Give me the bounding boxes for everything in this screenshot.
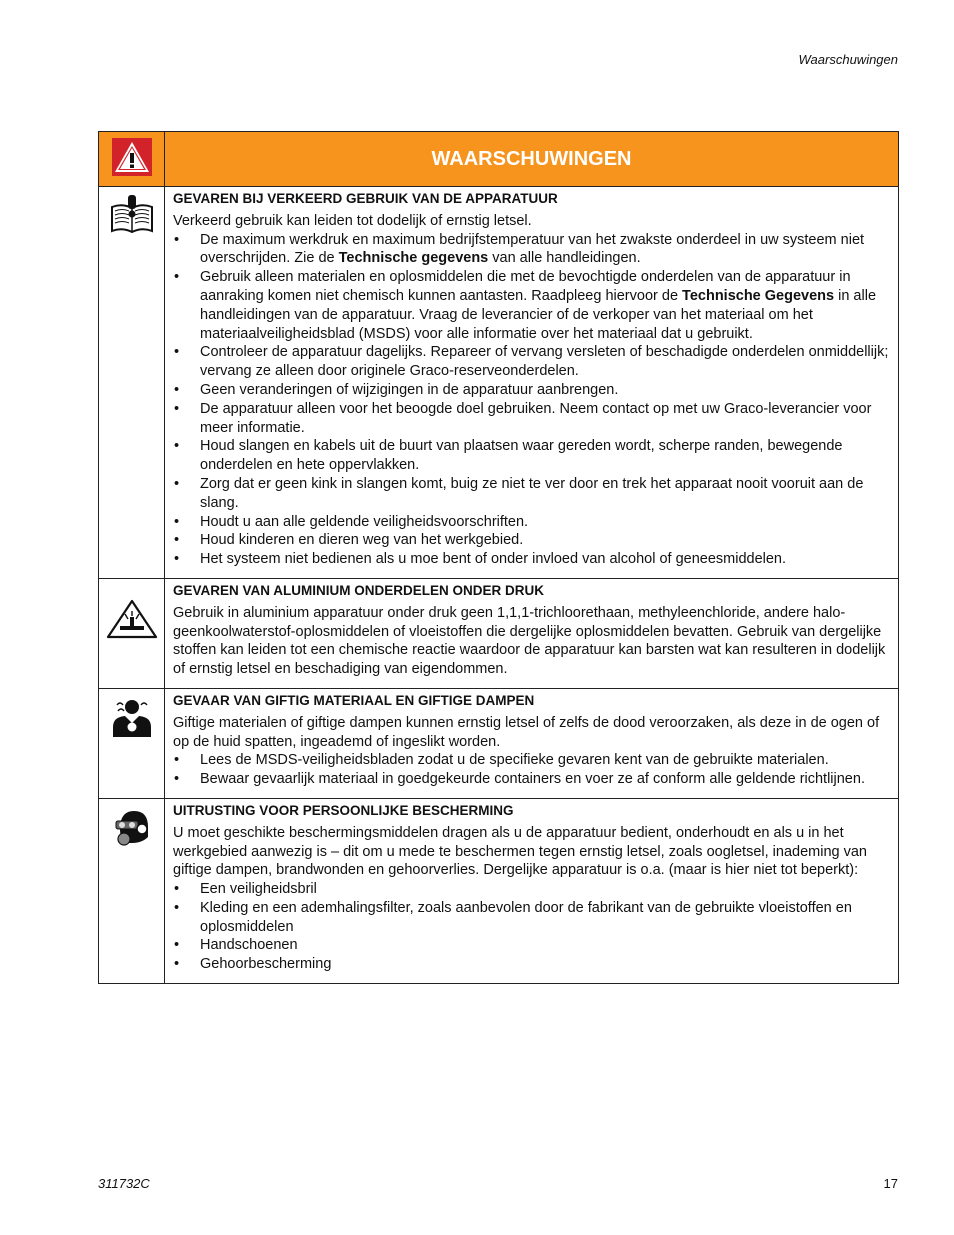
warnings-title: WAARSCHUWINGEN [165,132,899,187]
list-item: • Lees de MSDS-veiligheidsbladen zodat u de specifieke gevaren kent van de gebruikte materialen. [173,751,892,770]
warnings-table [98,131,899,984]
section-title: UITRUSTING VOOR PERSOONLIJKE BESCHERMING [173,802,514,818]
page-number: 17 [883,1176,898,1191]
manual-read-icon [110,195,154,235]
section-toxic-materials [99,688,899,798]
list-item: • Geen veranderingen of wijzigingen in de apparatuur aanbrengen. [173,381,892,400]
section-content [165,688,899,798]
list-item: • Bewaar gevaarlijk materiaal in goedgekeurde containers en voer ze af conform alle geldende richtlijnen. [173,770,892,789]
list-item: • Zorg dat er geen kink in slangen komt, buig ze niet te ver door en trek het apparaat nooit vooruit aan de slang. [173,475,892,513]
list-item: • Een veiligheidsbril [173,880,892,899]
chemical-reaction-warning-icon [106,599,158,639]
list-item: • Gehoorbescherming [173,955,892,974]
running-header: Waarschuwingen [798,52,898,67]
bullet-text: Gebruik alleen materialen en oplosmiddelen die met de bevochtigde onderdelen van de apparatuur in aanraking komen niet chemisch kunnen aantasten. Raadpleeg hiervoor de [200,269,851,304]
bullet-list [173,231,892,569]
list-item: • Houd slangen en kabels uit de buurt van plaatsen waar gereden wordt, scherpe randen, bewegende onderdelen en hete oppervlakken. [173,437,892,475]
section-intro: Giftige materialen of giftige dampen kunnen ernstig letsel of zelfs de dood veroorzaken, als deze in de ogen of op de huid spatten, ingeademd of ingeslikt worden. [173,714,880,750]
section-content [165,578,899,688]
bold-reference: Technische Gegevens [682,287,835,304]
header-icon-cell [99,132,165,187]
section-icon-cell [99,798,165,983]
section-icon-cell [99,578,165,688]
protective-equipment-icon [112,807,152,847]
toxic-fumes-icon [111,697,153,737]
section-title: GEVAREN VAN ALUMINIUM ONDERDELEN ONDER DRUK [173,582,545,598]
bullet-text: De maximum werkdruk en maximum bedrijfstemperatuur van het zwakste onderdeel in uw systeem niet overschrijden. Zie de [200,231,865,267]
list-item: • Houdt u aan alle geldende veiligheidsvoorschriften. [173,513,892,532]
list-item: • De apparatuur alleen voor het beoogde doel gebruiken. Neem contact op met uw Graco-leverancier voor meer informatie. [173,400,892,438]
list-item: • Houd kinderen en dieren weg van het werkgebied. [173,531,892,550]
list-item: • Controleer de apparatuur dagelijks. Repareer of vervang versleten of beschadigde onderdelen onmiddellijk; vervang ze alleen door originele Graco-reserveonderdelen. [173,343,892,381]
section-intro: U moet geschikte beschermingsmiddelen dragen als u de apparatuur bedient, onderhoudt en als u in het werkgebied aanwezig is – dit om u mede te beschermen tegen ernstig letsel, zoals oogletsel, inademing van giftige dampen, brandwonden en gehoorverlies. Dergelijke apparatuur is o.a. (maar is hier niet tot beperkt): [173,824,867,879]
section-pressurized-aluminum [99,578,899,688]
section-icon-cell [99,187,165,579]
warning-triangle-icon [112,138,152,176]
warnings-header-row [99,132,899,187]
list-item: • Kleding en een ademhalingsfilter, zoals aanbevolen door de fabrikant van de gebruikte vloeistoffen en oplosmiddelen [173,899,892,937]
document-number: 311732C [98,1176,150,1191]
bullet-text: van alle handleidingen. [488,250,641,267]
bullet-list [173,880,892,974]
list-item [173,231,892,269]
section-personal-protection [99,798,899,983]
section-title: GEVAAR VAN GIFTIG MATERIAAL EN GIFTIGE DAMPEN [173,692,535,708]
bold-reference: Technische gegevens [338,250,489,267]
section-equipment-misuse [99,187,899,579]
list-item [173,268,892,343]
section-body: Gebruik in aluminium apparatuur onder druk geen 1,1,1-trichloorethaan, methyleenchloride, andere halo-geenkoolwaterstof-oplosmiddelen of vloeistoffen die dergelijke oplosmiddelen bevatten. Gebruik van dergelijke stoffen kan leiden tot een chemische reactie waardoor de apparatuur kan barsten wat kan resulteren in dodelijk of ernstig letsel en beschadiging van eigendommen. [173,604,886,678]
section-content [165,187,899,579]
list-item: • Het systeem niet bedienen als u moe bent of onder invloed van alcohol of geneesmiddelen. [173,550,892,569]
bullet-list [173,751,892,789]
section-title: GEVAREN BIJ VERKEERD GEBRUIK VAN DE APPARATUUR [173,191,558,206]
bullet-text: in alle handleidingen van de apparatuur. Vraag de leverancier of de verkoper van het materiaal om het materiaalveiligheidsblad (MSDS) voor alle informatie over het materiaal dat u gebruikt. [200,287,877,342]
section-content [165,798,899,983]
section-icon-cell [99,688,165,798]
list-item: • Handschoenen [173,936,892,955]
section-intro: Verkeerd gebruik kan leiden tot dodelijk of ernstig letsel. [173,212,532,229]
